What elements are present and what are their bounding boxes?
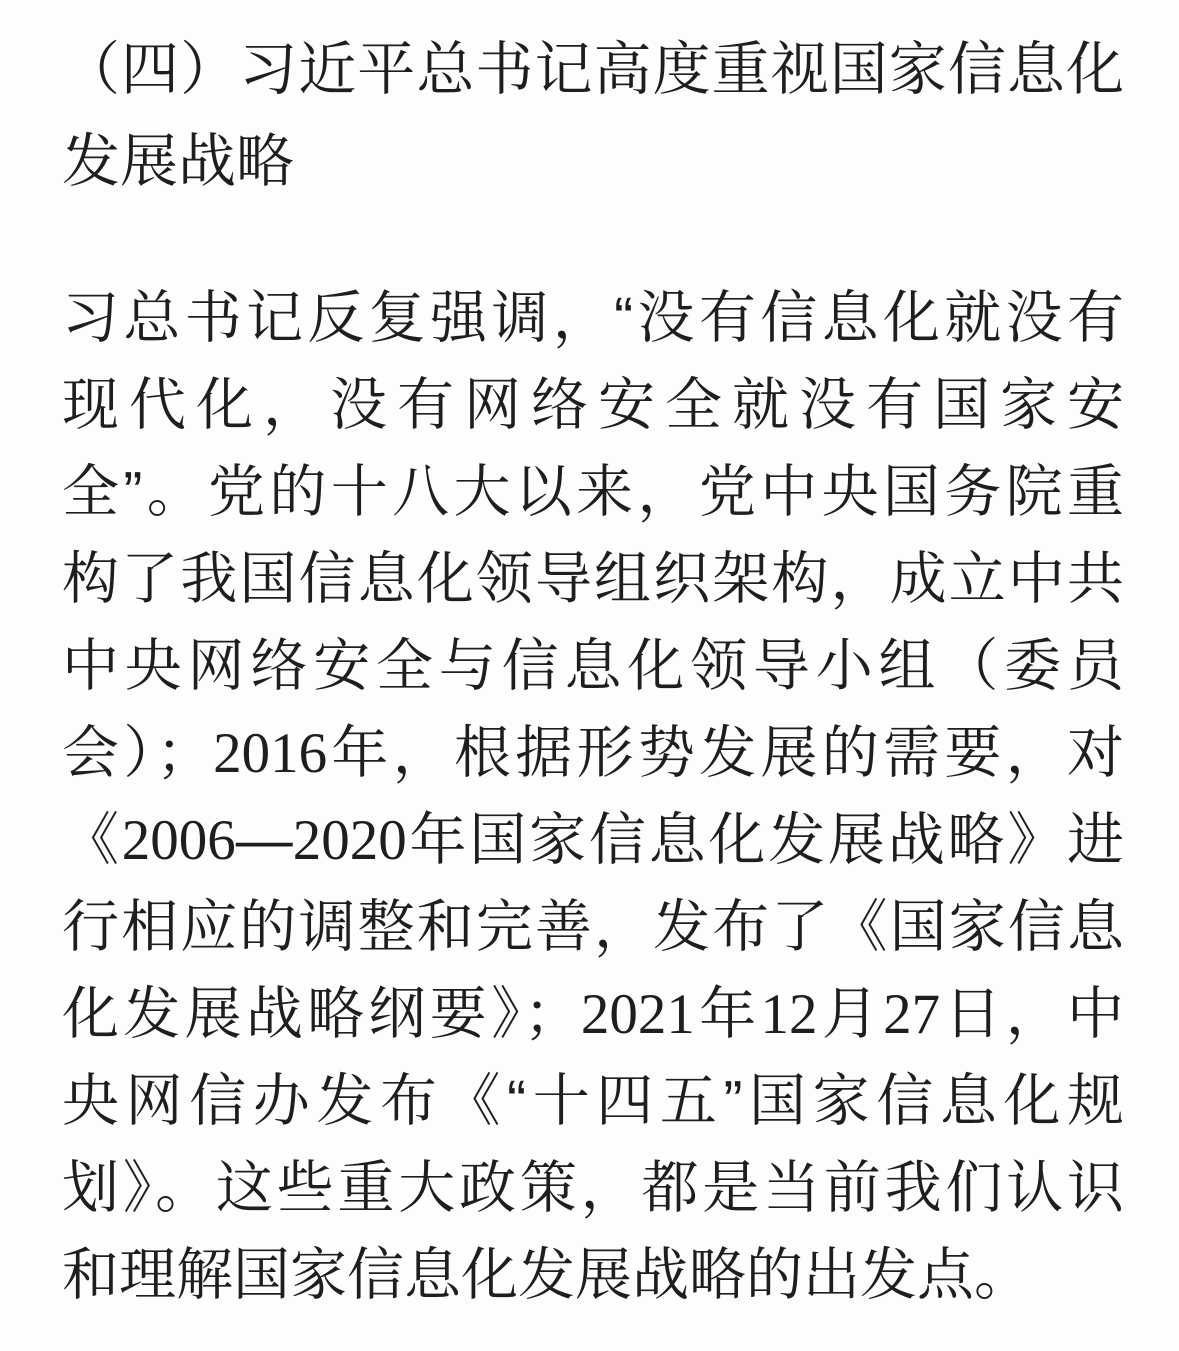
body-line: 全”。党的十八大以来，党中央国务院重: [62, 460, 1124, 524]
body-line: 化发展战略纲要》；2021年12月27日，中: [62, 982, 1125, 1046]
heading-line-1: （四）习近平总书记高度重视国家信息化: [62, 37, 1124, 102]
body-line: 现代化，没有网络安全就没有国家安: [62, 373, 1124, 437]
body-line: 行相应的调整和完善，发布了《国家信息: [62, 895, 1124, 959]
body-line: 会）；2016年，根据形势发展的需要，对: [62, 721, 1125, 785]
body-line: 《2006—2020年国家信息化发展战略》进: [62, 808, 1125, 872]
body-line: 构了我国信息化领导组织架构，成立中共: [62, 547, 1124, 611]
body-line: 习总书记反复强调，“没有信息化就没有: [62, 286, 1124, 350]
body-line: 央网信办发布《“十四五”国家信息化规: [62, 1069, 1124, 1133]
body-line: 划》。这些重大政策，都是当前我们认识: [62, 1156, 1124, 1220]
body-paragraph: [62, 275, 1124, 1319]
heading-line-2: 发展战略: [62, 129, 295, 194]
body-line-last: 和理解国家信息化发展战略的出发点。: [62, 1243, 1031, 1307]
section-heading: [62, 24, 1124, 208]
body-line: 中央网络安全与信息化领导小组（委员: [62, 634, 1124, 698]
